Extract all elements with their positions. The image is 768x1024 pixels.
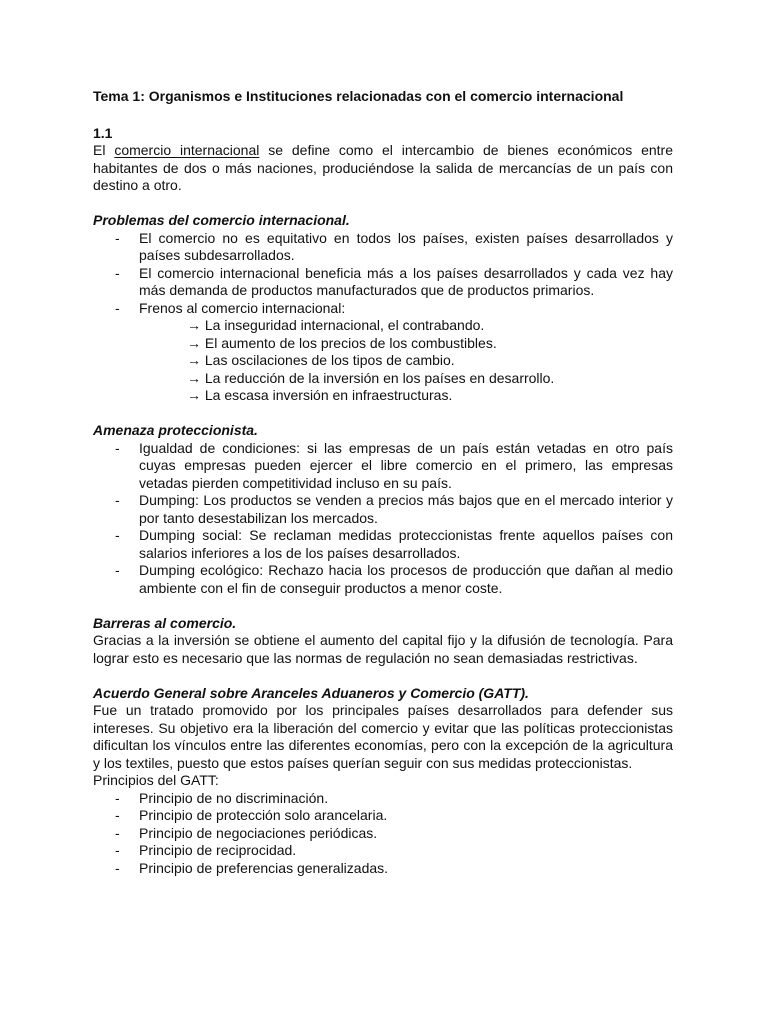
barreras-paragraph: Gracias a la inversión se obtiene el aumento del capital fijo y la difusión de tecnología. Para lograr esto es necesario que las normas de regulación no sean demasiadas restrictivas. bbox=[93, 632, 673, 666]
gatt-principles-list bbox=[93, 790, 673, 878]
amenaza-heading: Amenaza proteccionista. bbox=[93, 422, 258, 438]
gatt-paragraph: Fue un tratado promovido por los principales países desarrollados para defender sus intereses. Su objetivo era la liberación del comercio y evitar que las políticas proteccionistas dificultan los vínculos entre las diferentes economías, pero con la excepción de la agricultura y los textiles, puesto que estos países querían seguir con sus medidas proteccionistas. bbox=[93, 702, 673, 771]
amenaza-list bbox=[93, 440, 673, 598]
spacer bbox=[93, 667, 673, 685]
list-item: - Dumping social: Se reclaman medidas proteccionistas frente aquellos países con salarios inferiores a los de los países desarrollados. bbox=[93, 527, 673, 562]
list-item: - Igualdad de condiciones: si las empresas de un país están vetadas en otro país cuyas empresas pueden ejercer el libre comercio en el primero, las empresas vetadas pierden competitividad incluso en su país. bbox=[93, 440, 673, 493]
intro-rest: se define como el intercambio de bienes económicos entre habitantes de dos o más naciones, produciéndose la salida de mercancías de un país con destino a otro. bbox=[93, 142, 673, 193]
list-item: - Dumping: Los productos se venden a precios más bajos que en el mercado interior y por tanto desestabilizan los mercados. bbox=[93, 492, 673, 527]
spacer bbox=[93, 405, 673, 423]
list-item: → La inseguridad internacional, el contrabando. bbox=[187, 317, 485, 333]
list-item: - Frenos al comercio internacional: bbox=[93, 300, 673, 318]
spacer bbox=[93, 195, 673, 213]
list-item: → La reducción de la inversión en los países en desarrollo. bbox=[187, 369, 555, 386]
list-item: - Principio de reciprocidad. bbox=[93, 842, 673, 860]
list-item: → La escasa inversión en infraestructuras. bbox=[187, 387, 453, 403]
list-item: → Las oscilaciones de los tipos de cambio. bbox=[187, 352, 455, 368]
problemas-list bbox=[93, 230, 673, 318]
list-item: - El comercio no es equitativo en todos los países, existen países desarrollados y países subdesarrollados. bbox=[93, 230, 673, 265]
gatt-principles-label: Principios del GATT: bbox=[93, 772, 219, 788]
frenos-list bbox=[93, 317, 673, 405]
list-item: - Principio de preferencias generalizadas. bbox=[93, 860, 673, 878]
list-item: - Principio de negociaciones periódicas. bbox=[93, 825, 673, 843]
problemas-heading: Problemas del comercio internacional. bbox=[93, 212, 350, 228]
spacer bbox=[93, 106, 673, 125]
list-item: - Dumping ecológico: Rechazo hacia los procesos de producción que dañan al medio ambiente con el fin de conseguir productos a menor coste. bbox=[93, 562, 673, 597]
barreras-heading: Barreras al comercio. bbox=[93, 614, 237, 631]
spacer bbox=[93, 597, 673, 615]
list-item: → El aumento de los precios de los combustibles. bbox=[187, 334, 497, 351]
list-item: - Principio de no discriminación. bbox=[93, 790, 673, 808]
list-item: - El comercio internacional beneficia más a los países desarrollados y cada vez hay más demanda de productos manufacturados que de productos primarios. bbox=[93, 265, 673, 300]
section-number: 1.1 bbox=[93, 124, 113, 141]
gatt-heading: Acuerdo General sobre Aranceles Aduaneros y Comercio (GATT). bbox=[93, 684, 529, 701]
intro-paragraph bbox=[93, 142, 673, 195]
intro-prefix: El bbox=[93, 142, 115, 158]
intro-term-link[interactable]: comercio internacional bbox=[114, 142, 260, 158]
document-title: Tema 1: Organismos e Instituciones relacionadas con el comercio internacional bbox=[93, 88, 624, 104]
list-item: - Principio de protección solo arancelaria. bbox=[93, 807, 673, 825]
